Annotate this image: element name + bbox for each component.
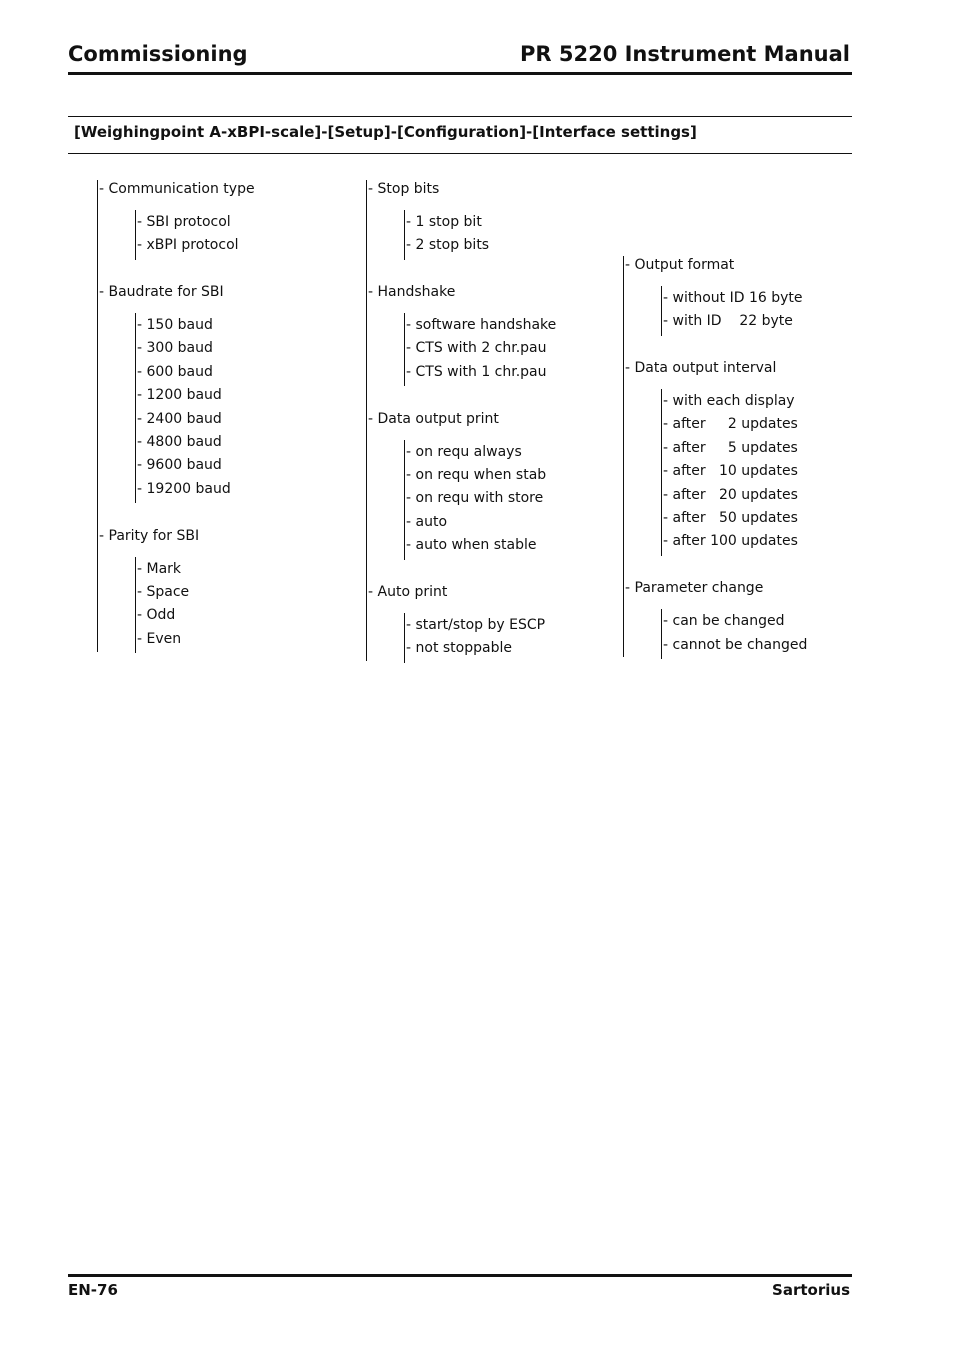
option-item: - xBPI protocol [137,237,239,254]
parameter-label: - Output format [625,257,735,273]
tree-branch-line [623,256,624,657]
title-rule-bottom [68,153,852,154]
option-branch-line [404,613,405,663]
option-item: - after 10 updates [663,463,798,480]
option-item: - on requ always [406,443,522,460]
option-item: - auto when stable [406,537,537,554]
menu-path-title: [Weighingpoint A-xBPI-scale]-[Setup]-[Configuration]-[Interface settings] [74,123,697,141]
parameter-label: - Handshake [368,284,456,301]
option-item: - Mark [137,560,182,577]
option-item: - Even [137,630,182,647]
header-chapter-title: Commissioning [68,42,248,66]
tree-branch-line [97,180,98,652]
tree-branch-line [366,180,367,661]
option-item: - not stoppable [406,640,512,657]
option-item: - 2400 baud [137,410,222,427]
option-item: - after 5 updates [663,439,798,456]
option-item: - auto [406,513,448,530]
option-item: - software handshake [406,317,557,333]
parameter-label: - Parity for SBI [99,527,200,544]
parameter-label: - Data output interval [625,360,777,377]
option-item: - after 100 updates [663,533,798,550]
option-branch-line [404,440,405,560]
option-item: - 1200 baud [137,387,222,404]
option-item: - start/stop by ESCP [406,616,546,633]
title-rule-top [68,116,852,117]
parameter-label: - Communication type [99,181,255,197]
option-item: - 2 stop bits [406,237,490,254]
option-item: - 19200 baud [137,480,231,497]
option-branch-line [661,609,662,659]
option-item: - cannot be changed [663,636,808,653]
option-item: - after 50 updates [663,510,798,526]
parameter-label: - Baudrate for SBI [99,284,224,301]
option-item: - 9600 baud [137,457,222,474]
option-branch-line [404,210,405,260]
parameter-label: - Data output print [368,410,499,427]
option-item: - with each display [663,393,795,409]
option-branch-line [661,286,662,336]
option-item: - on requ when stab [406,466,547,483]
option-branch-line [135,210,136,260]
brand-name: Sartorius [772,1281,850,1299]
option-item: - 4800 baud [137,434,222,450]
header-rule [68,72,852,75]
option-item: - CTS with 1 chr.pau [406,363,547,380]
parameter-label: - Parameter change [625,580,764,597]
option-item: - 150 baud [137,317,213,333]
option-item: - on requ with store [406,490,544,507]
option-item: - 600 baud [137,363,213,380]
option-branch-line [135,557,136,654]
option-item: - CTS with 2 chr.pau [406,340,547,357]
option-branch-line [661,389,662,556]
option-branch-line [404,313,405,386]
option-item: - SBI protocol [137,213,231,230]
page-number: EN-76 [68,1281,118,1299]
option-item: - Odd [137,607,176,624]
footer-rule [68,1274,852,1277]
option-item: - after 2 updates [663,416,798,433]
option-item: - after 20 updates [663,486,798,503]
option-item: - with ID 22 byte [663,313,793,330]
header-manual-title: PR 5220 Instrument Manual [519,42,850,66]
parameter-label: - Stop bits [368,181,440,197]
option-item: - 300 baud [137,340,213,357]
parameter-label: - Auto print [368,583,448,600]
option-item: - Space [137,583,190,600]
option-branch-line [135,313,136,503]
option-item: - can be changed [663,613,785,630]
option-item: - without ID 16 byte [663,289,803,306]
option-item: - 1 stop bit [406,213,482,230]
